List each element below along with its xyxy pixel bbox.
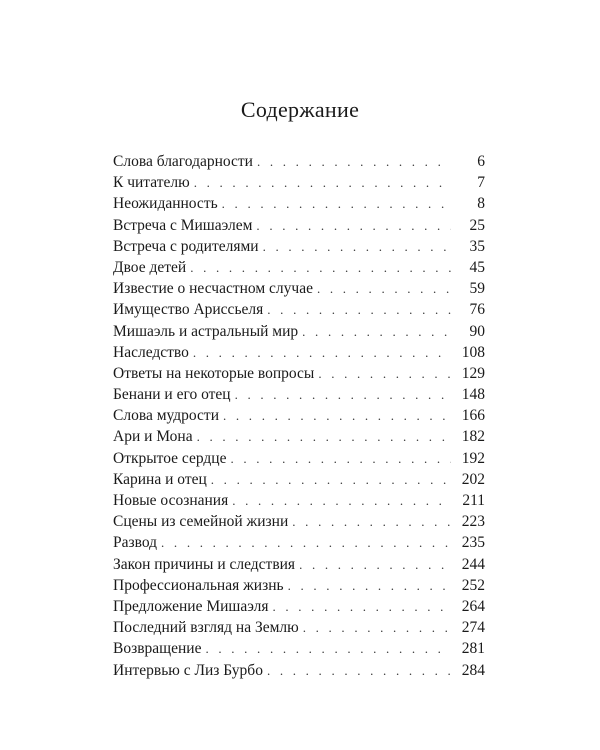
dot-leader	[232, 490, 451, 511]
toc-entry-title: Неожиданность	[113, 195, 218, 213]
dot-leader	[317, 278, 451, 299]
toc-entry-page-number: 8	[477, 195, 485, 213]
toc-entry	[113, 215, 485, 236]
toc-entry-page-number: 108	[461, 343, 485, 361]
toc-entry-title: Мишаэль и астральный мир	[113, 322, 299, 340]
toc-entry-title: Наследство	[113, 343, 189, 361]
toc-entry-page-number: 35	[469, 237, 485, 255]
dot-leader	[197, 426, 451, 447]
dot-leader	[267, 299, 451, 320]
dot-leader	[211, 469, 451, 490]
toc-entry	[113, 532, 485, 553]
toc-entry-page-number: 7	[477, 174, 485, 192]
dot-leader	[205, 638, 451, 659]
toc-entry-page-number: 192	[461, 449, 485, 467]
toc-entry	[113, 469, 485, 490]
table-of-contents	[113, 151, 485, 681]
toc-entry-page-number: 223	[461, 513, 485, 531]
toc-entry-page-number: 264	[461, 597, 485, 615]
toc-entry	[113, 384, 485, 405]
toc-entry-title: Двое детей	[113, 258, 187, 276]
toc-entry-page-number: 284	[461, 661, 485, 679]
dot-leader	[263, 236, 451, 257]
dot-leader	[222, 193, 451, 214]
toc-entry-title: Известие о несчастном случае	[113, 280, 313, 298]
toc-entry-page-number: 252	[461, 576, 485, 594]
toc-entry-title: Возвращение	[113, 640, 202, 658]
toc-entry-title: Последний взгляд на Землю	[113, 619, 299, 637]
dot-leader	[257, 151, 451, 172]
dot-leader	[193, 342, 451, 363]
toc-entry-title: Открытое сердце	[113, 449, 227, 467]
toc-entry-page-number: 45	[469, 258, 485, 276]
toc-entry-page-number: 25	[469, 216, 485, 234]
dot-leader	[299, 554, 451, 575]
toc-entry	[113, 342, 485, 363]
toc-entry-title: Сцены из семейной жизни	[113, 513, 289, 531]
dot-leader	[272, 596, 451, 617]
toc-entry	[113, 363, 485, 384]
dot-leader	[302, 321, 451, 342]
dot-leader	[194, 172, 451, 193]
toc-entry	[113, 448, 485, 469]
dot-leader	[190, 257, 451, 278]
toc-entry	[113, 426, 485, 447]
toc-entry	[113, 638, 485, 659]
toc-entry	[113, 193, 485, 214]
toc-entry-page-number: 235	[461, 534, 485, 552]
toc-entry	[113, 257, 485, 278]
toc-entry	[113, 236, 485, 257]
toc-entry	[113, 278, 485, 299]
toc-entry-title: Встреча с Мишаэлем	[113, 216, 253, 234]
toc-entry-title: Новые осознания	[113, 492, 229, 509]
toc-entry-page-number: 148	[461, 386, 485, 404]
toc-entry-title: К читателю	[113, 174, 190, 192]
toc-entry-page-number: 6	[477, 153, 485, 170]
toc-entry	[113, 405, 485, 426]
dot-leader	[267, 660, 451, 681]
dot-leader	[292, 511, 451, 532]
dot-leader	[318, 363, 451, 384]
toc-entry-title: Ответы на некоторые вопросы	[113, 364, 315, 382]
toc-entry-title: Бенани и его отец	[113, 386, 231, 404]
toc-entry-page-number: 59	[469, 280, 485, 298]
toc-entry	[113, 596, 485, 617]
toc-entry	[113, 299, 485, 320]
toc-entry-title: Слова благодарности	[113, 153, 253, 170]
page-title: Содержание	[240, 97, 360, 122]
toc-entry-title: Интервью с Лиз Бурбо	[113, 661, 263, 679]
toc-entry	[113, 151, 485, 172]
toc-entry-title: Карина и отец	[113, 470, 207, 488]
toc-entry-page-number: 202	[461, 470, 485, 488]
toc-entry	[113, 660, 485, 681]
toc-entry-page-number: 244	[461, 555, 485, 573]
toc-entry	[113, 511, 485, 532]
toc-entry-page-number: 211	[462, 492, 485, 509]
toc-entry-page-number: 129	[461, 364, 485, 382]
toc-entry-page-number: 76	[469, 301, 485, 319]
toc-entry	[113, 490, 485, 511]
toc-entry-title: Развод	[113, 534, 158, 552]
dot-leader	[303, 617, 451, 638]
toc-entry-page-number: 281	[461, 640, 485, 658]
toc-entry-title: Профессиональная жизнь	[113, 576, 284, 594]
dot-leader	[288, 575, 451, 596]
toc-entry-title: Ари и Мона	[113, 428, 193, 446]
toc-entry-page-number: 274	[461, 619, 485, 637]
toc-entry	[113, 575, 485, 596]
dot-leader	[161, 532, 451, 553]
toc-entry-page-number: 90	[469, 322, 485, 340]
dot-leader	[223, 405, 451, 426]
toc-entry-title: Предложение Мишаэля	[113, 597, 269, 615]
toc-entry	[113, 617, 485, 638]
toc-entry-page-number: 182	[461, 428, 485, 446]
toc-entry-title: Слова мудрости	[113, 407, 219, 425]
toc-entry-title: Имущество Ариссьеля	[113, 301, 264, 319]
dot-leader	[230, 448, 451, 469]
toc-entry-title: Встреча с родителями	[113, 237, 259, 255]
toc-entry-title: Закон причины и следствия	[113, 555, 296, 573]
dot-leader	[256, 215, 451, 236]
toc-entry	[113, 172, 485, 193]
toc-entry	[113, 554, 485, 575]
dot-leader	[235, 384, 451, 405]
toc-entry	[113, 321, 485, 342]
toc-entry-page-number: 166	[461, 407, 485, 425]
